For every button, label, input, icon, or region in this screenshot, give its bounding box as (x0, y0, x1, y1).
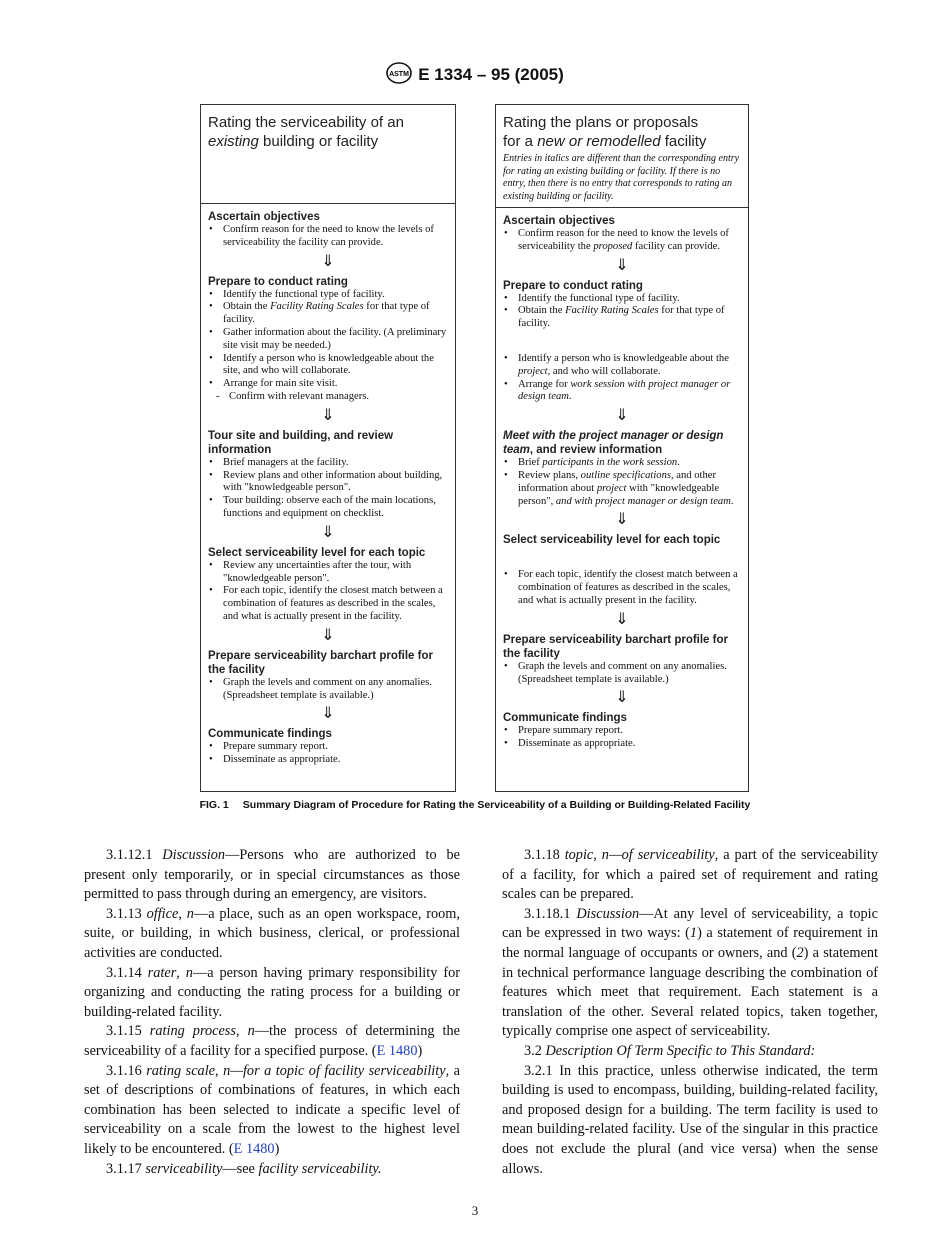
text-segment: —At any level of serviceability, a topic can be expressed in two ways: ( (502, 905, 878, 942)
text-segment: Ascertain objectives (208, 211, 320, 223)
text-segment: work session with project manager or design team (518, 378, 731, 403)
text-segment: —see (222, 1160, 259, 1177)
text-segment: n (247, 1023, 255, 1040)
text-segment: for that type of facility. (223, 301, 430, 326)
text-segment: Prepare serviceability barchart profile for the facility (503, 633, 728, 660)
reference-link[interactable]: E 1480 (376, 1042, 418, 1059)
definition-paragraph (84, 1022, 460, 1061)
text-segment: Review plans and other information about building, with "knowledgeable person". (223, 469, 443, 494)
text-segment: —the process of determining the serviceability of a facility for a specified purpose. ( (84, 1023, 460, 1059)
text-segment: Brief (518, 457, 543, 469)
text-segment: Arrange for (518, 378, 571, 390)
text-segment: Select serviceability level for each topic (503, 534, 721, 547)
text-segment: n—of serviceability (601, 847, 715, 863)
text-segment: Facility Rating Scales (565, 305, 659, 317)
step-heading (503, 429, 741, 457)
text-segment: with "knowledgeable person", (518, 482, 720, 507)
text-segment: Obtain the (223, 301, 271, 313)
text-segment: proposed (593, 240, 633, 252)
text-segment: Prepare serviceability barchart profile for the facility (208, 649, 433, 676)
text-segment: Tour building: observe each of the main locations, functions and equipment on checklist. (223, 495, 436, 519)
procedure-step (503, 429, 741, 508)
procedure-step (208, 275, 448, 404)
step-bullet (208, 470, 448, 496)
text-segment: , (176, 964, 186, 981)
step-bullet (208, 327, 448, 353)
text-segment: for a (503, 133, 538, 150)
text-segment: , and who will collaborate. (547, 365, 661, 377)
text-segment: For each topic, identify the closest match between a combination of features as described in the scales, and what is actually present in the facility. (223, 585, 443, 622)
step-bullet (503, 228, 741, 254)
step-bullet (208, 560, 448, 586)
text-segment: Prepare summary report. (518, 725, 624, 737)
astm-logo-icon (386, 62, 412, 84)
left-box-steps (201, 204, 455, 771)
text-segment: 3.2.1 In this practice, unless otherwise indicated, the term building is used to encompass, building, building-related facility, and proposed design for a building. The term facility is used to mean building-related facility. Use of the singular in this practice does not exclude the plural (and vice versa) when the sense allows. (502, 1062, 878, 1177)
text-segment: Graph the levels and comment on any anomalies. (Spreadsheet template is available.) (518, 660, 727, 685)
step-heading (503, 533, 741, 547)
step-bullet (208, 741, 448, 754)
italics-note: Entries in italics are different than the corresponding entry for rating an existing building or facility. If there is no entry, then there is no entry that corresponds to rating an existing building or facility. (503, 153, 740, 202)
step-bullet (503, 379, 741, 405)
body-column-left (84, 846, 460, 1179)
text-segment: Tour site and building, and review information (208, 429, 394, 456)
text-segment: —a person having primary responsibility for organizing and conducting the rating process for a building or building-related facility. (84, 964, 460, 1020)
step-bullet (503, 661, 741, 687)
step-heading (208, 429, 448, 457)
text-segment: , (593, 847, 602, 863)
step-bullet (208, 224, 448, 250)
text-segment: Select serviceability level for each topic (208, 546, 426, 559)
step-bullet (503, 457, 741, 470)
left-box-title (208, 113, 448, 151)
text-segment: , (178, 905, 187, 922)
definition-paragraph (84, 1160, 460, 1180)
text-segment: rater (147, 964, 177, 981)
step-bullet (208, 353, 448, 379)
text-segment: project (518, 365, 548, 377)
text-segment: . (730, 495, 734, 507)
text-segment: facility can provide. (632, 240, 721, 252)
procedure-step (503, 633, 741, 687)
down-arrow-icon: ⇓ (321, 406, 335, 424)
text-segment: Graph the levels and comment on any anomalies. (Spreadsheet template is available.) (223, 676, 432, 701)
down-arrow-icon: ⇓ (615, 511, 629, 529)
procedure-step (503, 533, 741, 607)
figure-caption-text: Summary Diagram of Procedure for Rating the Serviceability of a Building or Building-Related Facility (242, 799, 751, 811)
text-segment: n (185, 964, 193, 981)
text-segment: 3.1.16 (106, 1062, 147, 1079)
step-bullet (208, 457, 448, 470)
step-bullet (208, 585, 448, 623)
procedure-step (503, 214, 741, 254)
step-heading (503, 633, 741, 661)
step-bullet (503, 569, 741, 607)
text-segment: facility (660, 133, 707, 150)
text-segment: , a set of descriptions of combinations of features, in which each combination has been selected to indicate a specific level of serviceability on a scale from the lowest to the highest level likely to be encountered. ( (84, 1062, 460, 1157)
down-arrow-icon: ⇓ (321, 252, 335, 270)
figure-number: FIG. 1 (199, 799, 229, 811)
step-bullet (208, 677, 448, 703)
svg-text:ASTM: ASTM (389, 71, 410, 78)
text-segment: ) a statement of requirement in the normal language of occupants or owners, and ( (502, 925, 878, 961)
procedure-step (503, 279, 741, 405)
right-box-steps (496, 208, 748, 755)
text-segment: Rating the plans or proposals (503, 114, 699, 131)
text-segment: , and review information (529, 444, 663, 457)
procedure-step (208, 546, 448, 624)
text-segment: 3.1.13 (106, 905, 147, 922)
step-heading (208, 727, 448, 741)
text-segment: —Persons who are authorized to be present only temporarily, or in special circumstances as those permitted to pass through during an emergency, are visitors. (84, 847, 460, 903)
text-segment: Confirm reason for the need to know the levels of serviceability the facility can provide. (223, 224, 434, 248)
text-segment: office (146, 905, 179, 922)
step-heading (208, 546, 448, 560)
step-heading (503, 279, 741, 293)
text-segment: , and other information about (518, 469, 717, 494)
new-facility-procedure-box (495, 104, 749, 792)
definition-paragraph (84, 1062, 460, 1160)
step-bullet (503, 305, 741, 331)
down-arrow-icon: ⇓ (321, 705, 335, 723)
text-segment: participants in the work session (542, 457, 678, 469)
text-segment: Communicate findings (503, 712, 627, 725)
body-text (0, 846, 950, 1179)
step-bullet (503, 738, 741, 751)
text-segment: Ascertain objectives (503, 215, 615, 227)
text-segment: Identify a person who is knowledgeable about the site, and who will collaborate. (223, 352, 434, 377)
step-heading (208, 210, 448, 224)
text-segment: Prepare to conduct rating (503, 279, 643, 292)
text-segment: 3.1.18.1 (524, 905, 577, 922)
text-segment: , (235, 1023, 248, 1040)
text-segment: —a place, such as an open workspace, room, suite, or building, in which business, clerical, or professional activities are conducted. (84, 905, 460, 961)
text-segment: new or remodelled (537, 133, 661, 150)
text-segment: for that type of facility. (518, 305, 725, 330)
down-arrow-icon: ⇓ (615, 610, 629, 628)
text-segment: Identify a person who is knowledgeable about the (518, 352, 729, 364)
definition-paragraph (84, 905, 460, 964)
text-segment: building or facility (258, 133, 379, 150)
text-segment: Prepare to conduct rating (208, 275, 348, 288)
text-segment: serviceability (145, 1160, 223, 1177)
text-segment: Facility Rating Scales (270, 301, 364, 313)
standard-designation: E 1334 – 95 (2005) (418, 65, 564, 84)
text-segment: Brief managers at the facility. (223, 456, 349, 468)
definition-paragraph (502, 846, 878, 905)
text-segment: For each topic, identify the closest match between a combination of features as described in the scales, and what is actually present in the facility. (518, 569, 738, 606)
procedure-step (208, 210, 448, 250)
text-segment: and with project manager or design team (555, 495, 731, 507)
text-segment: 3.1.17 (106, 1160, 146, 1177)
text-segment: Confirm reason for the need to know the levels of serviceability the (518, 228, 729, 252)
page-number: 3 (471, 1203, 479, 1219)
text-segment: Discussion (162, 847, 226, 863)
down-arrow-icon: ⇓ (615, 256, 629, 274)
text-segment: facility serviceability. (258, 1160, 382, 1177)
step-bullet (208, 754, 448, 767)
text-segment: Confirm with relevant managers. (229, 390, 370, 402)
procedure-step (208, 429, 448, 521)
text-segment: 3.1.18 (524, 847, 565, 863)
text-segment: 3.1.14 (106, 964, 148, 981)
text-segment: project (596, 482, 627, 494)
figure-diagram (0, 104, 950, 792)
reference-link[interactable]: E 1480 (233, 1140, 275, 1157)
down-arrow-icon: ⇓ (615, 407, 629, 425)
text-segment: Communicate findings (208, 728, 332, 741)
definition-paragraph (502, 1062, 878, 1180)
text-segment: , (215, 1062, 224, 1079)
definition-paragraph (502, 905, 878, 1042)
text-segment: Identify the functional type of facility. (518, 292, 680, 304)
text-segment: Identify the functional type of facility. (223, 288, 385, 300)
text-segment: existing (208, 133, 259, 150)
text-segment: ) (274, 1140, 280, 1157)
text-segment: n—for a topic of facility serviceability (223, 1062, 446, 1079)
text-segment: Arrange for main site visit. (223, 378, 338, 390)
text-segment: Discussion (576, 905, 640, 922)
text-segment: , a part of the serviceability of a facility, for which a paired set of requirement and rating scales can be prepared. (502, 847, 878, 903)
procedure-step (503, 711, 741, 751)
right-box-title (503, 113, 741, 151)
text-segment: rating process (149, 1023, 236, 1040)
step-bullet (503, 293, 741, 306)
figure-caption (0, 798, 950, 812)
definition-paragraph (84, 846, 460, 905)
text-segment: rating scale (146, 1062, 216, 1079)
definition-paragraph (502, 1042, 878, 1062)
step-heading (503, 711, 741, 725)
text-segment: 1 (689, 925, 698, 942)
step-heading (503, 214, 741, 228)
text-segment: Disseminate as appropriate. (223, 754, 341, 766)
step-heading (208, 275, 448, 289)
step-bullet (503, 353, 741, 379)
text-segment: . (677, 457, 680, 469)
text-segment: 3.2 (524, 1042, 546, 1059)
step-bullet (208, 289, 448, 302)
step-bullet (503, 725, 741, 738)
text-segment: ) (417, 1042, 423, 1059)
down-arrow-icon: ⇓ (321, 523, 335, 541)
text-segment: outline specifications (580, 469, 671, 481)
body-column-right (502, 846, 878, 1179)
procedure-step (208, 649, 448, 703)
text-segment: Disseminate as appropriate. (518, 738, 636, 750)
text-segment: Rating the serviceability of an (208, 114, 404, 131)
text-segment: n (186, 905, 194, 922)
step-bullet (208, 495, 448, 521)
text-segment: topic (564, 847, 594, 863)
page-header (0, 62, 950, 86)
text-segment: Description Of Term Specific to This Standard: (545, 1042, 816, 1059)
text-segment: Gather information about the facility. (A preliminary site visit may be needed.) (223, 326, 447, 351)
text-segment: . (568, 391, 572, 403)
text-segment: Review any uncertainties after the tour, with "knowledgeable person". (223, 559, 412, 584)
text-segment: Meet with the project manager or design team (503, 430, 724, 457)
step-bullet (208, 391, 448, 404)
step-heading (208, 649, 448, 677)
text-segment: 3.1.12.1 (106, 847, 163, 863)
text-segment: Obtain the (518, 305, 566, 317)
step-bullet (503, 470, 741, 508)
existing-building-procedure-box (200, 104, 456, 792)
step-bullet (208, 301, 448, 327)
text-segment: ) a statement in technical performance language describing the combination of features which meet that requirement. Each statement is a translation of the other. Several related topics, taken together, typically comprise one aspect of serviceability. (502, 944, 878, 1040)
text-segment: Prepare summary report. (223, 741, 329, 753)
text-segment: Review plans, (518, 469, 581, 481)
text-segment: 3.1.15 (106, 1023, 150, 1040)
procedure-step (208, 727, 448, 767)
down-arrow-icon: ⇓ (615, 689, 629, 707)
text-segment: 2 (796, 944, 804, 961)
definition-paragraph (84, 964, 460, 1023)
down-arrow-icon: ⇓ (321, 626, 335, 644)
step-bullet (208, 378, 448, 391)
